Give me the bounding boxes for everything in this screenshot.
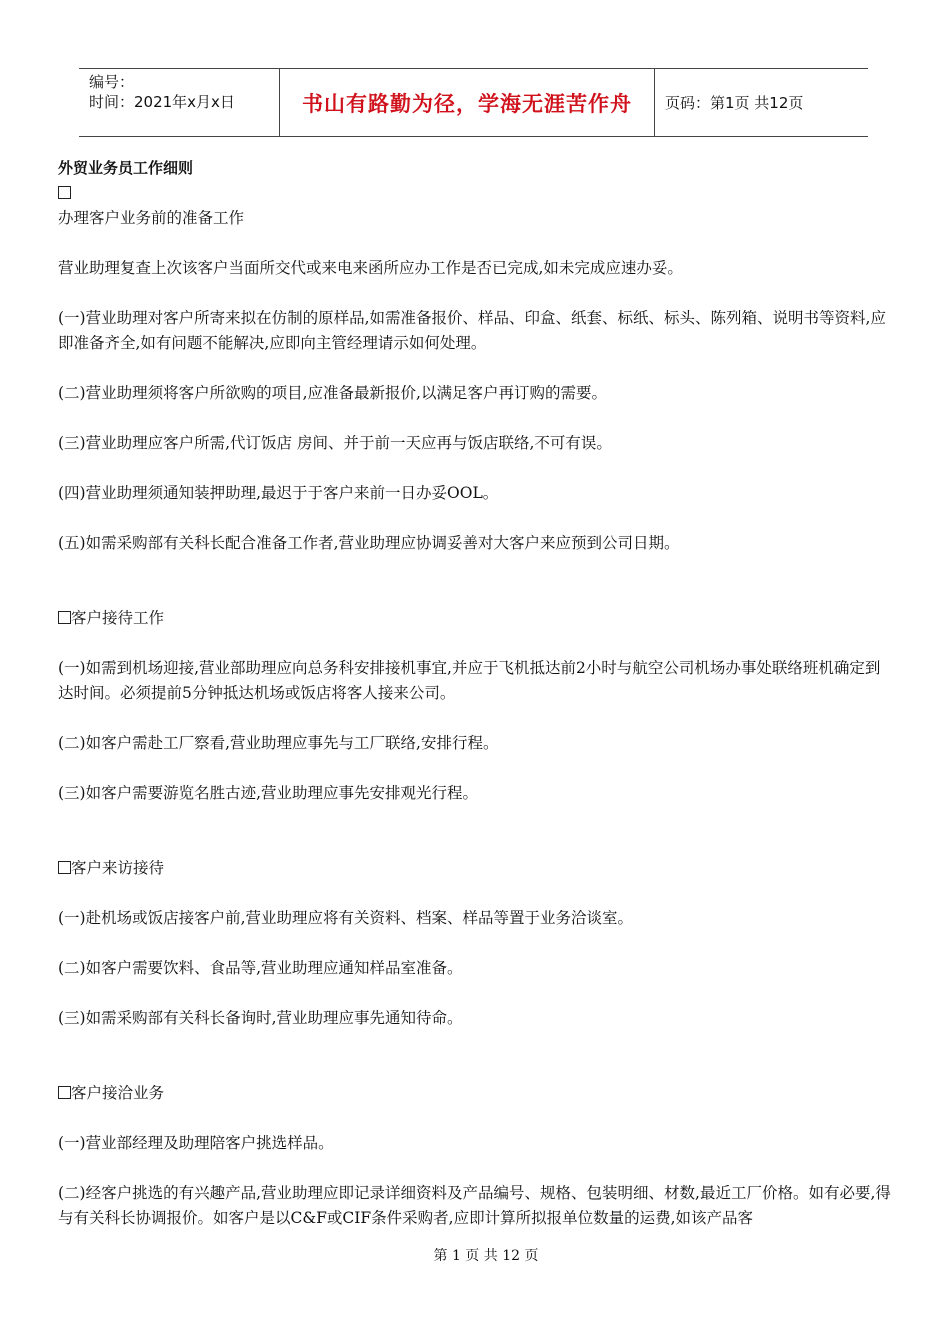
business-item: (二)经客户挑选的有兴趣产品,营业助理应即记录详细资料及产品编号、规格、包装明细、材数,最近工厂价格。如有必要,得与有关科长协调报价。如客户是以C&F或CIF条件采购者,应即计算所拟报单位数量的运费,如该产品客	[58, 1184, 891, 1227]
checkbox-icon	[58, 861, 71, 874]
reception-item: (二)如客户需赴工厂察看,营业助理应事先与工厂联络,安排行程。	[58, 734, 499, 752]
prep-item: (一)营业助理对客户所寄来拟在仿制的原样品,如需准备报价、样品、印盒、纸套、标纸、标头、陈列箱、说明书等资料,应即准备齐全,如有问题不能解决,应即向主管经理请示如何处理。	[58, 309, 886, 352]
page-footer: 第 1 页 共 12 页	[433, 1248, 539, 1264]
section-heading-reception	[58, 606, 893, 631]
document-body	[58, 156, 893, 1231]
prep-item: (三)营业助理应客户所需,代订饭店 房间、并于前一天应再与饭店联络,不可有误。	[58, 434, 612, 452]
intro-heading: 办理客户业务前的准备工作	[58, 209, 245, 227]
header-meta	[79, 69, 279, 136]
document-title: 外贸业务员工作细则	[58, 159, 194, 177]
prep-item: (二)营业助理须将客户所欲购的项目,应准备最新报价,以满足客户再订购的需要。	[58, 384, 607, 402]
intro-paragraph: 营业助理复查上次该客户当面所交代或来电来函所应办工作是否已完成,如未完成应速办妥。	[58, 259, 683, 277]
visit-item: (二)如客户需要饮料、食品等,营业助理应通知样品室准备。	[58, 959, 463, 977]
visit-item: (三)如需采购部有关科长备询时,营业助理应事先通知待命。	[58, 1009, 463, 1027]
business-item: (一)营业部经理及助理陪客户挑选样品。	[58, 1134, 334, 1152]
header-motto: 书山有路勤为径，学海无涯苦作舟	[279, 69, 655, 136]
prep-item: (四)营业助理须通知装押助理,最迟于于客户来前一日办妥OOL。	[58, 484, 499, 502]
visit-item: (一)赴机场或饭店接客户前,营业助理应将有关资料、档案、样品等置于业务洽谈室。	[58, 909, 634, 927]
prep-item: (五)如需采购部有关科长配合准备工作者,营业助理应协调妥善对大客户来应预到公司日期。	[58, 534, 680, 552]
time-label: 时间：2021年x月x日	[89, 93, 235, 111]
checkbox-icon	[58, 1086, 71, 1099]
number-label: 编号：	[89, 73, 135, 91]
checkbox-icon	[58, 186, 71, 199]
reception-item: (一)如需到机场迎接,营业部助理应向总务科安排接机事宜,并应于飞机抵达前2小时与航空公司机场办事处联络班机确定到达时间。必须提前5分钟抵达机场或饭店将客人接来公司。	[58, 659, 881, 702]
reception-item: (三)如客户需要游览名胜古迹,营业助理应事先安排观光行程。	[58, 784, 479, 802]
checkbox-icon	[58, 611, 71, 624]
section-heading-text: 客户来访接待	[71, 859, 165, 877]
section-heading-business	[58, 1081, 893, 1106]
header-page-info: 页码：第1页 共12页	[665, 94, 804, 112]
section-heading-visit	[58, 856, 893, 881]
section-heading-text: 客户接待工作	[71, 609, 165, 627]
section-heading-text: 客户接洽业务	[71, 1084, 165, 1102]
page-header	[79, 68, 868, 137]
